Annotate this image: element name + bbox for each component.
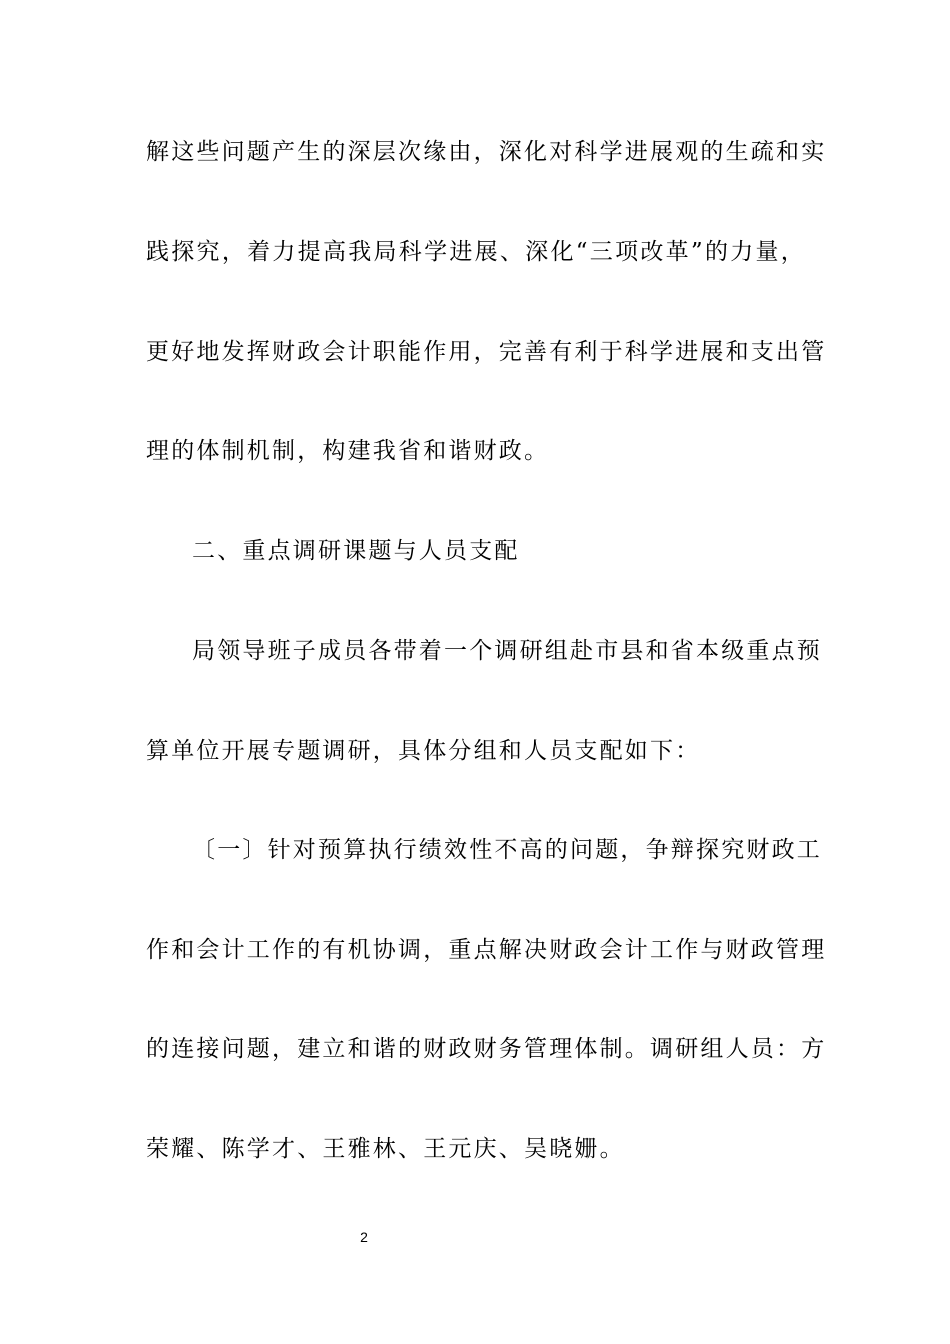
paragraph-line-9: 的连接问题，建立和谐的财政财务管理体制。调研组人员：方 — [146, 1036, 827, 1062]
paragraph-line-1: 解这些问题产生的深层次缘由，深化对科学进展观的生疏和实 — [146, 139, 827, 165]
paragraph-line-10: 荣耀、陈学才、王雅林、王元庆、吴晓姗。 — [146, 1136, 625, 1162]
paragraph-line-7: 〔一〕针对预算执行绩效性不高的问题，争辩探究财政工 — [192, 837, 822, 863]
page-number: 2 — [360, 1229, 368, 1245]
paragraph-line-5: 局领导班子成员各带着一个调研组赴市县和省本级重点预 — [192, 638, 822, 664]
paragraph-line-3: 更好地发挥财政会计职能作用，完善有利于科学进展和支出管 — [146, 339, 827, 365]
paragraph-line-2: 践探究，着力提高我局科学进展、深化“三项改革”的力量， — [146, 239, 806, 265]
paragraph-line-8: 作和会计工作的有机协调，重点解决财政会计工作与财政管理 — [146, 937, 827, 963]
section-heading: 二、重点调研课题与人员支配 — [192, 538, 520, 564]
paragraph-line-6: 算单位开展专题调研，具体分组和人员支配如下： — [146, 738, 701, 764]
paragraph-line-4: 理的体制机制，构建我省和谐财政。 — [146, 438, 550, 464]
